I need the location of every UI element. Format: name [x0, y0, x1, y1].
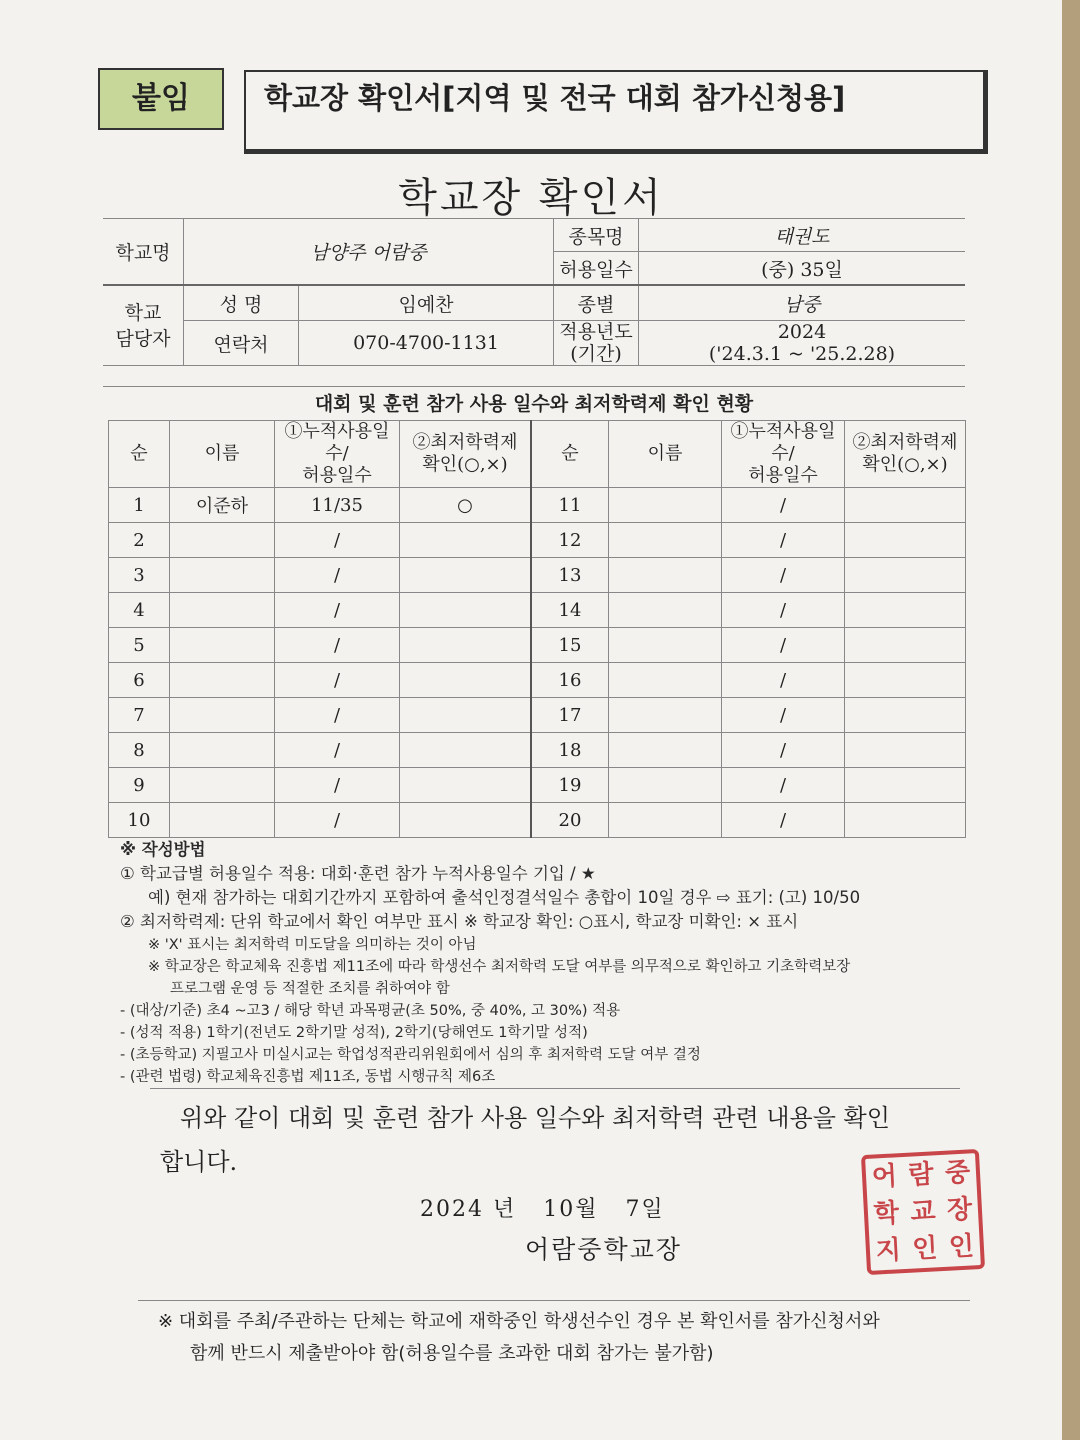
roster-table	[108, 420, 966, 838]
table-row	[109, 768, 966, 803]
row-no: 18	[531, 733, 609, 768]
phone-value: 070-4700-1131	[299, 321, 554, 366]
table-row	[109, 803, 966, 838]
row-no: 11	[531, 488, 609, 523]
row-name	[170, 768, 275, 803]
row-no: 9	[109, 768, 170, 803]
row-check	[400, 628, 532, 663]
divider	[138, 1300, 970, 1301]
info-table	[103, 218, 965, 366]
row-days: /	[722, 663, 845, 698]
row-name	[170, 698, 275, 733]
row-check	[845, 698, 966, 733]
row-no: 8	[109, 733, 170, 768]
row-name	[609, 628, 722, 663]
sport-value: 태권도	[639, 219, 966, 252]
allowed-days-label: 허용일수	[554, 252, 639, 286]
row-days: /	[722, 523, 845, 558]
row-days: /	[275, 663, 400, 698]
row-days: /	[722, 698, 845, 733]
row-name	[170, 803, 275, 838]
note-2-a: ※ 'X' 표시는 최저학력 미도달을 의미하는 것이 아님	[148, 937, 477, 953]
seal-char: 람	[907, 1159, 935, 1191]
seal-char: 어	[871, 1160, 898, 1193]
row-no: 12	[531, 523, 609, 558]
row-name	[170, 628, 275, 663]
year-value: 2024	[777, 321, 827, 343]
confirmation-text	[160, 1096, 950, 1184]
row-check	[400, 558, 532, 593]
row-check	[845, 803, 966, 838]
attachment-badge: 붙임	[98, 68, 224, 130]
row-no: 13	[531, 558, 609, 593]
row-days: /	[275, 733, 400, 768]
row-name	[609, 593, 722, 628]
table-row	[109, 663, 966, 698]
row-check	[845, 593, 966, 628]
row-days: /	[722, 803, 845, 838]
row-no: 20	[531, 803, 609, 838]
note-2-b: ※ 학교장은 학교체육 진흥법 제11조에 따라 학생선수 최저학력 도달 여부를 의무적으로 확인하고 기초학력보장	[148, 959, 851, 975]
principal-name: 어람중학교장	[525, 1235, 682, 1264]
col-days-2: ①누적사용일수/ 허용일수	[722, 421, 845, 488]
row-name	[170, 663, 275, 698]
footer-note	[158, 1306, 978, 1370]
row-check	[845, 628, 966, 663]
row-no: 2	[109, 523, 170, 558]
row-check	[845, 768, 966, 803]
table-row	[109, 698, 966, 733]
col-no-2: 순	[531, 421, 609, 488]
row-name	[170, 593, 275, 628]
row-name	[609, 733, 722, 768]
note-1-example: 예) 현재 참가하는 대회기간까지 포함하여 출석인정결석일수 총합이 10일 경우 ⇨ 표기: (고) 10/50	[148, 888, 861, 907]
row-no: 1	[109, 488, 170, 523]
document-title: 학교장 확인서	[398, 175, 664, 221]
gender-value: 남중	[639, 285, 966, 321]
row-no: 17	[531, 698, 609, 733]
row-days: /	[722, 768, 845, 803]
footer-line-1: ※ 대회를 주최/주관하는 단체는 학교에 재학중인 학생선수인 경우 본 확인서를 참가신청서와	[158, 1311, 880, 1332]
divider	[150, 1088, 960, 1089]
seal-char: 인	[911, 1233, 939, 1265]
row-days: /	[275, 558, 400, 593]
seal-char: 인	[948, 1231, 975, 1263]
school-name: 남양주 어람중	[184, 219, 554, 286]
row-days: 11/35	[275, 488, 400, 523]
row-name	[609, 558, 722, 593]
row-no: 7	[109, 698, 170, 733]
note-dash-3: - (초등학교) 지필고사 미실시교는 학업성적관리위원회에서 심의 후 최저학력 도달 여부 결정	[120, 1047, 701, 1063]
row-check: ○	[400, 488, 532, 523]
row-check	[845, 523, 966, 558]
status-title: 대회 및 훈련 참가 사용 일수와 최저학력제 확인 현황	[103, 386, 965, 421]
row-days: /	[722, 733, 845, 768]
note-dash-2: - (성적 적용) 1학기(전년도 2학기말 성적), 2학기(당해연도 1학기말 성적)	[120, 1025, 588, 1041]
instructions	[120, 838, 970, 1088]
row-check	[400, 663, 532, 698]
col-check: ②최저학력제 확인(○,×)	[400, 421, 532, 488]
table-row	[109, 593, 966, 628]
row-check	[845, 663, 966, 698]
allowed-days-value: (중) 35일	[639, 252, 966, 286]
notes-heading: ※ 작성방법	[120, 840, 206, 859]
name-value: 임예찬	[299, 285, 554, 321]
row-days: /	[722, 488, 845, 523]
row-days: /	[275, 628, 400, 663]
seal-char: 지	[875, 1235, 902, 1267]
row-check	[845, 488, 966, 523]
row-check	[845, 733, 966, 768]
contact-label: 학교 담당자	[103, 285, 184, 366]
row-name	[170, 733, 275, 768]
row-days: /	[275, 768, 400, 803]
row-days: /	[722, 628, 845, 663]
col-name-2: 이름	[609, 421, 722, 488]
official-seal	[861, 1149, 985, 1275]
note-2-b2: 프로그램 운영 등 적절한 조치를 취하여야 함	[170, 981, 450, 997]
note-1: ① 학교급별 허용일수 적용: 대회·훈련 참가 누적사용일수 기입 / ★	[120, 864, 596, 883]
table-row	[109, 628, 966, 663]
col-no: 순	[109, 421, 170, 488]
year-cell	[639, 321, 966, 366]
col-days: ①누적사용일수/ 허용일수	[275, 421, 400, 488]
row-no: 19	[531, 768, 609, 803]
row-check	[400, 803, 532, 838]
note-dash-1: - (대상/기준) 초4 ~고3 / 해당 학년 과목평균(초 50%, 중 40%, 고 30%) 적용	[120, 1003, 621, 1019]
year-label: 적용년도 (기간)	[554, 321, 639, 366]
row-name	[609, 803, 722, 838]
row-check	[845, 558, 966, 593]
row-days: /	[722, 558, 845, 593]
seal-char: 중	[944, 1157, 971, 1189]
row-no: 14	[531, 593, 609, 628]
row-name	[609, 768, 722, 803]
table-row	[109, 488, 966, 523]
row-no: 10	[109, 803, 170, 838]
seal-char: 교	[909, 1196, 937, 1228]
table-row	[109, 733, 966, 768]
row-name: 이준하	[170, 488, 275, 523]
row-name	[609, 488, 722, 523]
sport-label: 종목명	[554, 219, 639, 252]
gender-label: 종별	[554, 285, 639, 321]
note-dash-4: - (관련 법령) 학교체육진흥법 제11조, 동법 시행규칙 제6조	[120, 1069, 496, 1085]
row-name	[609, 698, 722, 733]
row-no: 6	[109, 663, 170, 698]
row-name	[609, 663, 722, 698]
row-check	[400, 523, 532, 558]
row-days: /	[722, 593, 845, 628]
row-check	[400, 733, 532, 768]
row-no: 16	[531, 663, 609, 698]
year-period: ('24.3.1 ~ '25.2.28)	[708, 343, 896, 365]
background-surface	[1062, 0, 1080, 1440]
col-name: 이름	[170, 421, 275, 488]
issue-date: 2024 년 10월 7일	[420, 1197, 665, 1222]
school-label: 학교명	[103, 219, 184, 286]
seal-char: 장	[946, 1194, 973, 1226]
row-check	[400, 768, 532, 803]
confirm-line-1: 위와 같이 대회 및 훈련 참가 사용 일수와 최저학력 관련 내용을 확인	[180, 1104, 890, 1132]
row-days: /	[275, 698, 400, 733]
row-check	[400, 593, 532, 628]
row-no: 15	[531, 628, 609, 663]
row-days: /	[275, 803, 400, 838]
row-name	[170, 523, 275, 558]
footer-line-2: 함께 반드시 제출받아야 함(허용일수를 초과한 대회 참가는 불가함)	[190, 1343, 714, 1364]
row-no: 5	[109, 628, 170, 663]
row-days: /	[275, 593, 400, 628]
row-no: 3	[109, 558, 170, 593]
row-name	[609, 523, 722, 558]
table-row	[109, 558, 966, 593]
col-check-2: ②최저학력제 확인(○,×)	[845, 421, 966, 488]
phone-label: 연락처	[184, 321, 299, 366]
note-2: ② 최저학력제: 단위 학교에서 확인 여부만 표시 ※ 학교장 확인: ○표시, 학교장 미확인: × 표시	[120, 912, 799, 931]
header-title: 학교장 확인서[지역 및 전국 대회 참가신청용]	[244, 70, 988, 154]
row-check	[400, 698, 532, 733]
row-days: /	[275, 523, 400, 558]
table-row	[109, 523, 966, 558]
row-name	[170, 558, 275, 593]
name-label: 성 명	[184, 285, 299, 321]
confirm-line-2: 합니다.	[160, 1148, 238, 1176]
row-no: 4	[109, 593, 170, 628]
seal-char: 학	[873, 1198, 900, 1230]
